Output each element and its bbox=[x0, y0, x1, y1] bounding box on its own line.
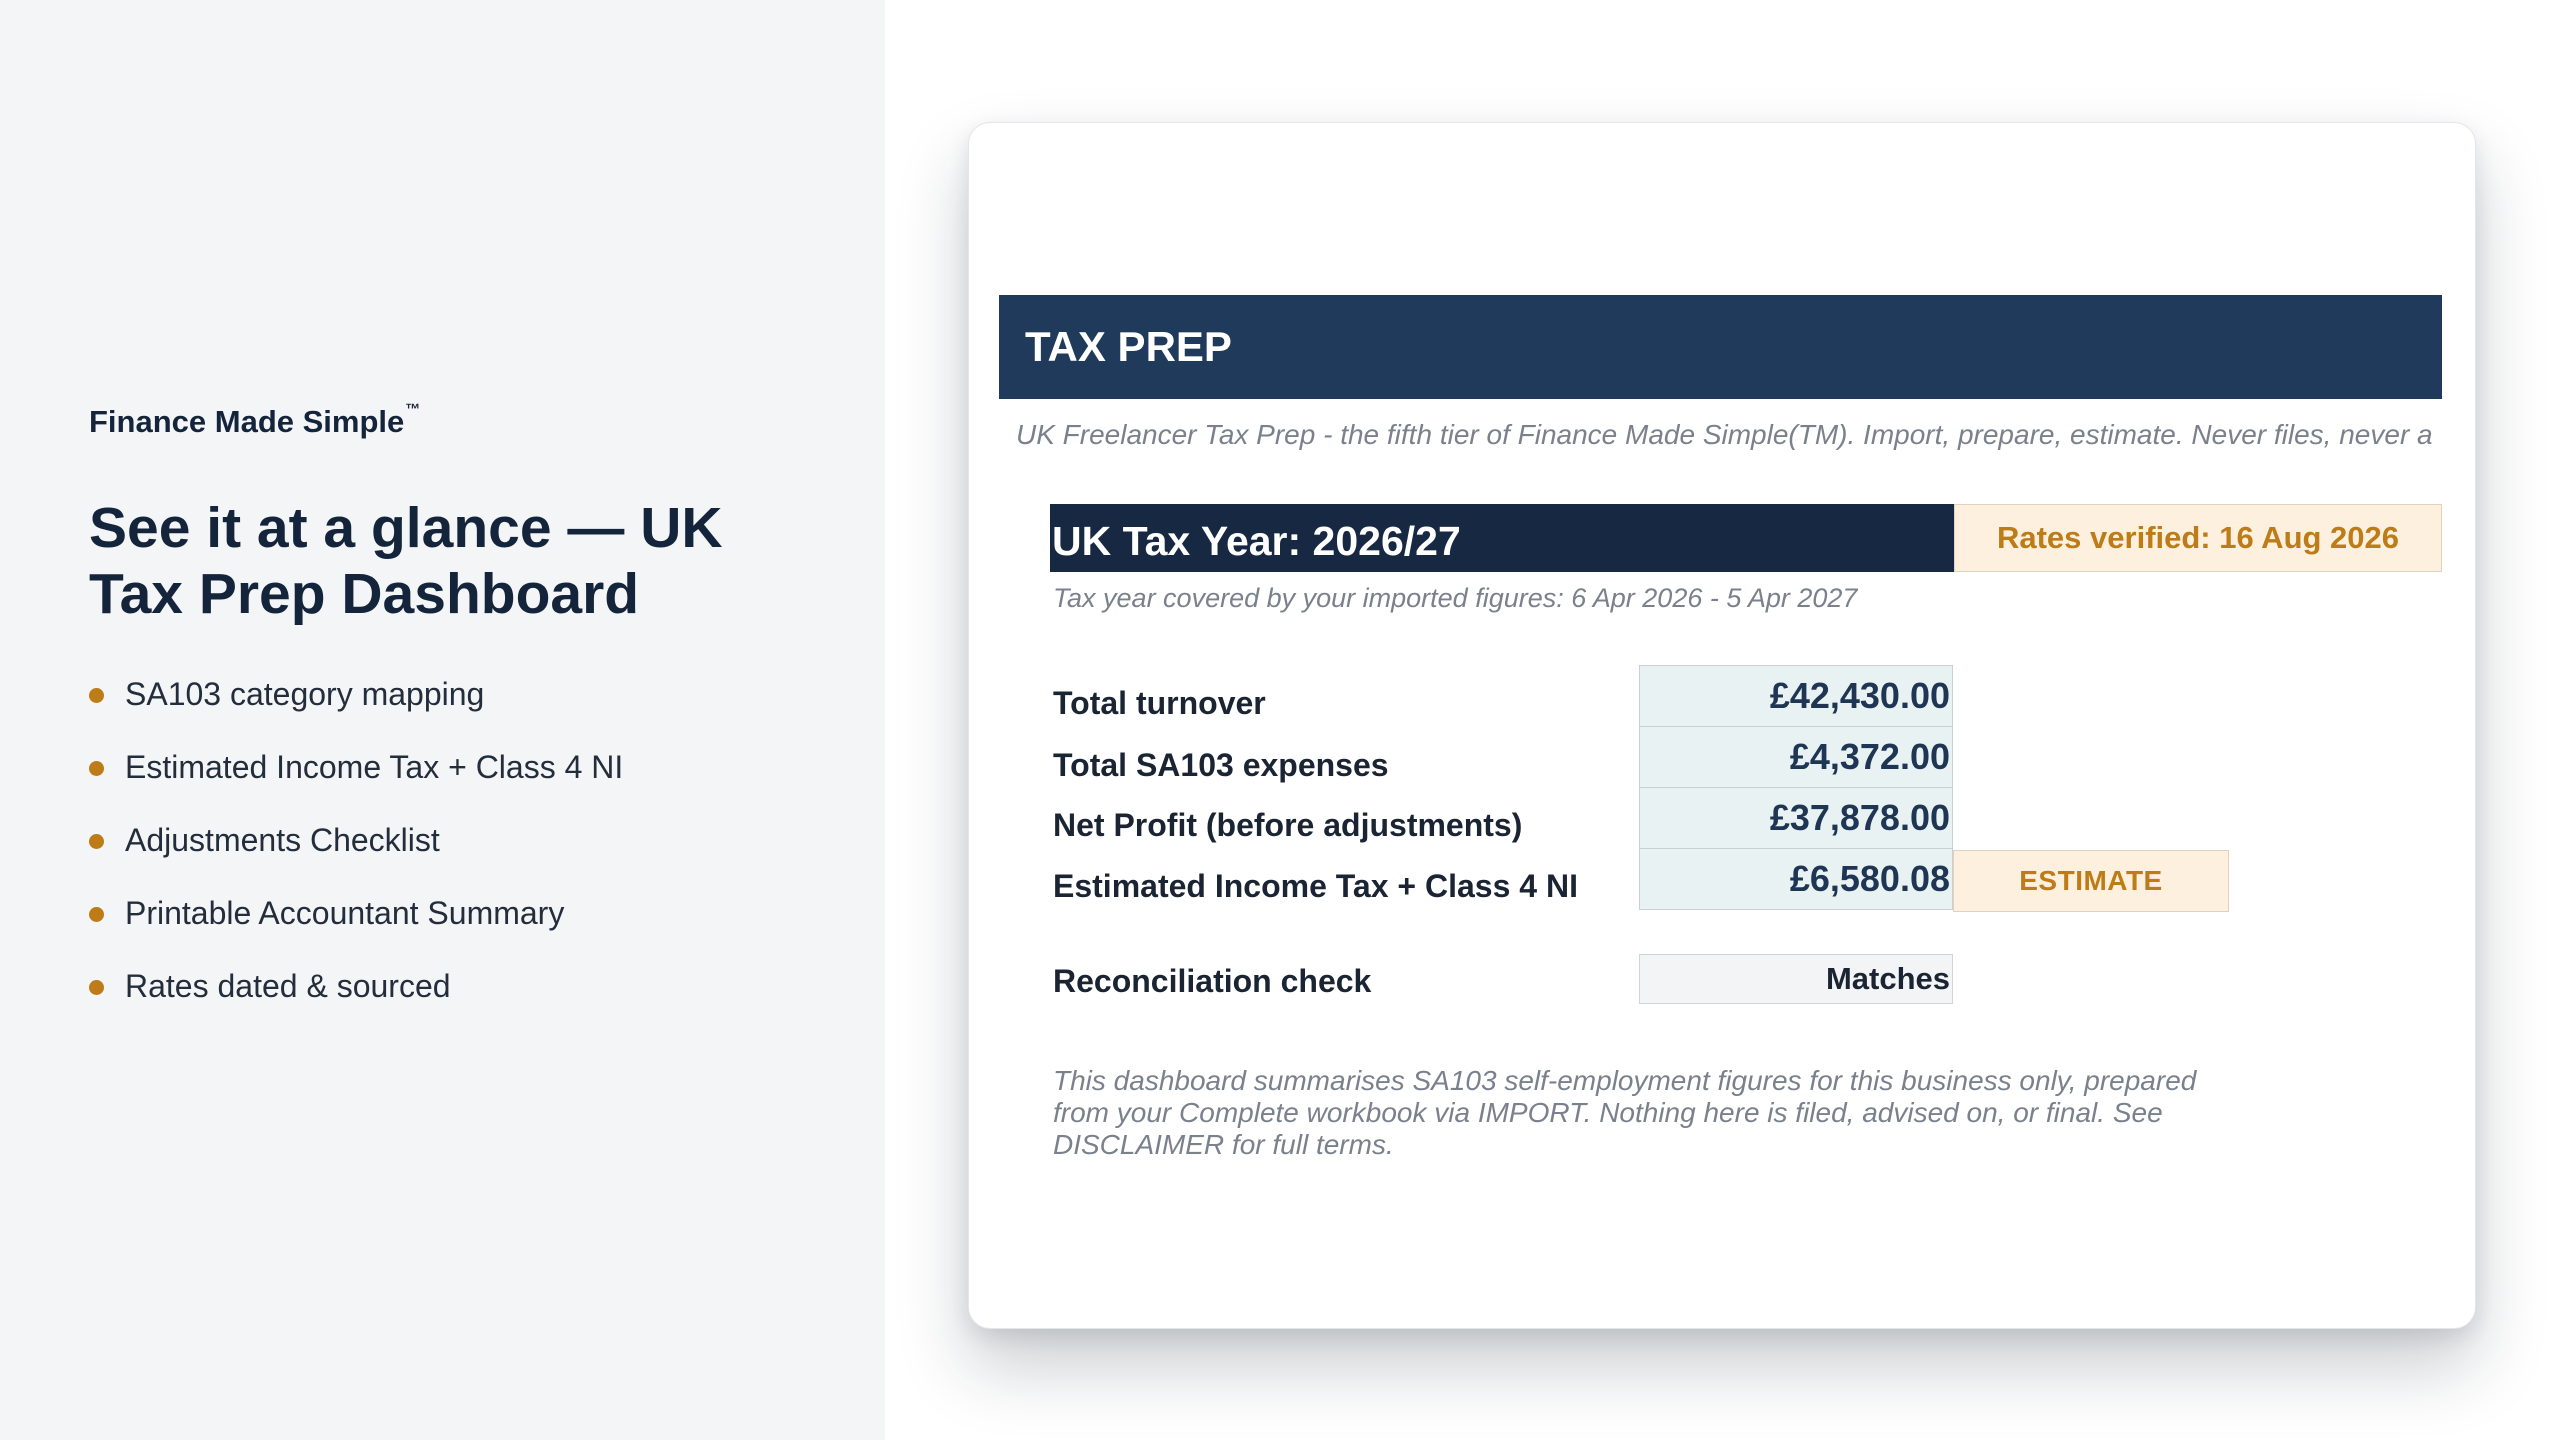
net-profit-cell[interactable] bbox=[1639, 787, 1953, 849]
bullet-dot-icon bbox=[89, 907, 104, 922]
estimated-tax-value: £6,580.08 bbox=[1789, 858, 1950, 899]
expenses-label: Total SA103 expenses bbox=[1053, 747, 1389, 783]
feature-item bbox=[89, 962, 623, 1035]
turnover-value: £42,430.00 bbox=[1769, 675, 1950, 716]
feature-item bbox=[89, 816, 623, 889]
feature-label: Rates dated & sourced bbox=[125, 968, 451, 1004]
brand-text: Finance Made Simple bbox=[89, 404, 405, 439]
sheet-title: TAX PREP bbox=[1025, 323, 1232, 370]
coverage-note: Tax year covered by your imported figures: 6 Apr 2026 - 5 Apr 2027 bbox=[1053, 583, 1858, 613]
feature-label: Estimated Income Tax + Class 4 NI bbox=[125, 749, 624, 785]
estimate-badge: ESTIMATE bbox=[1953, 850, 2229, 912]
tax-year-label: UK Tax Year: 2026/27 bbox=[1052, 518, 1461, 564]
feature-item bbox=[89, 889, 623, 962]
tax-year-header bbox=[1050, 504, 1954, 572]
feature-label: Printable Accountant Summary bbox=[125, 895, 565, 931]
trademark-mark: ™ bbox=[405, 401, 421, 418]
feature-list bbox=[89, 670, 623, 1035]
feature-item bbox=[89, 670, 623, 743]
dashboard-preview-card bbox=[968, 122, 2476, 1329]
turnover-cell[interactable] bbox=[1639, 665, 1953, 727]
expenses-cell[interactable] bbox=[1639, 726, 1953, 788]
feature-label: SA103 category mapping bbox=[125, 676, 485, 712]
rates-verified-badge: Rates verified: 16 Aug 2026 bbox=[1954, 504, 2442, 572]
feature-label: Adjustments Checklist bbox=[125, 822, 440, 858]
bullet-dot-icon bbox=[89, 834, 104, 849]
sheet-subtitle: UK Freelancer Tax Prep - the fifth tier of Finance Made Simple(TM). Import, prepare, estimate. Never files, never a bbox=[1016, 419, 2433, 450]
turnover-label: Total turnover bbox=[1053, 685, 1266, 721]
reconciliation-value: Matches bbox=[1825, 961, 1950, 996]
feature-item bbox=[89, 743, 623, 816]
bullet-dot-icon bbox=[89, 761, 104, 776]
bullet-dot-icon bbox=[89, 688, 104, 703]
estimated-tax-cell[interactable] bbox=[1639, 848, 1953, 910]
expenses-value: £4,372.00 bbox=[1789, 736, 1950, 777]
reconciliation-cell[interactable] bbox=[1639, 954, 1953, 1004]
disclaimer-note: This dashboard summarises SA103 self-employment figures for this business only, prepared from your Complete workbook via IMPORT. Nothing here is filed, advised on, or final. See DISCLAIMER for full terms. bbox=[1053, 1065, 2197, 1160]
bullet-dot-icon bbox=[89, 980, 104, 995]
net-profit-label: Net Profit (before adjustments) bbox=[1053, 807, 1523, 843]
page-headline: See it at a glance — UK Tax Prep Dashboard bbox=[89, 496, 723, 626]
brand-name bbox=[89, 401, 421, 440]
net-profit-value: £37,878.00 bbox=[1769, 797, 1950, 838]
intro-panel bbox=[0, 0, 885, 1440]
reconciliation-label: Reconciliation check bbox=[1053, 963, 1372, 999]
estimated-tax-label: Estimated Income Tax + Class 4 NI bbox=[1053, 868, 1578, 904]
sheet-banner bbox=[999, 295, 2442, 399]
